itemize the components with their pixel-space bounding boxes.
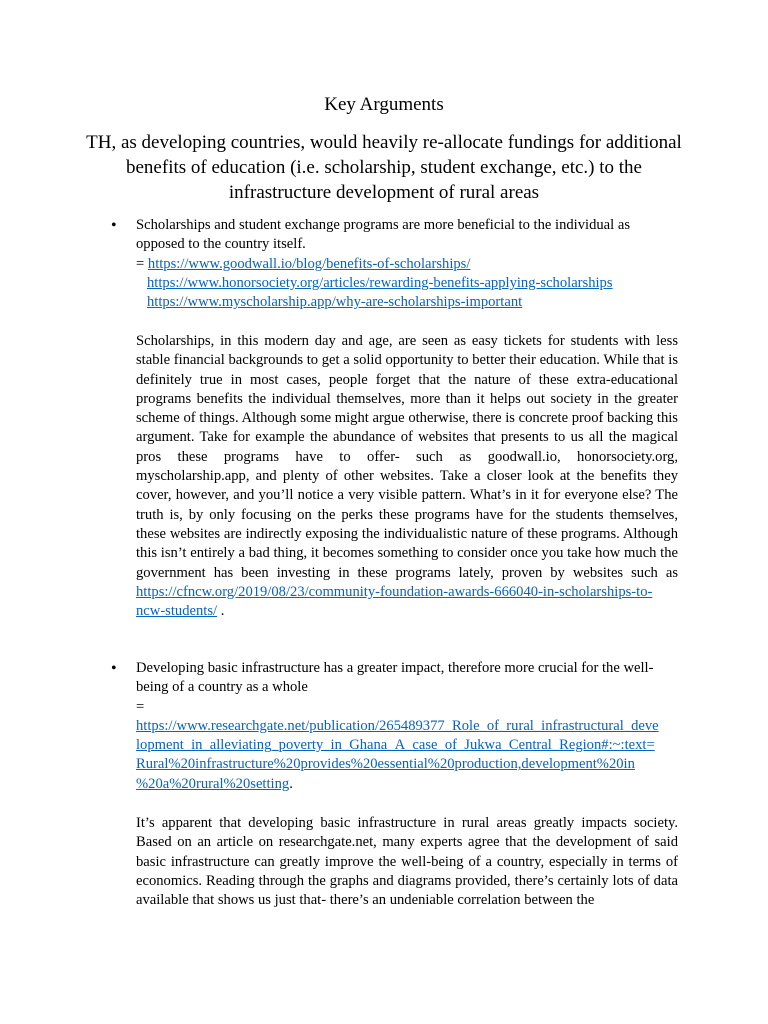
source-link-goodwall[interactable]: https://www.goodwall.io/blog/benefits-of-scholarships/ [147,255,471,272]
argument-1-claim-line-2: opposed to the country itself. [136,236,306,253]
source-link-honorsociety[interactable]: https://www.honorsociety.org/articles/rewarding-benefits-applying-scholarships [147,274,613,291]
argument-2-paragraph: It’s apparent that developing basic infrastructure in rural areas greatly impacts society. Based on an article on researchgate.net, many experts agree that the development of said basic infrastructure can greatly improve the well-being of a country, especially in terms of economics. Reading through the graphs and diagrams provided, there’s certainly lots of data available that shows us just that- there’s an undeniable correlation between the [136,815,678,909]
argument-1-paragraph-end: . [217,603,225,620]
source-link-researchgate-line-3[interactable]: Rural%20infrastructure%20provides%20essential%20production,development%20in [136,756,635,773]
source-link-myscholarship[interactable]: https://www.myscholarship.app/why-are-scholarships-important [147,294,523,311]
page-title: Key Arguments [324,94,444,115]
bullet-1-marker: • [111,217,117,234]
source-link-researchgate-line-4[interactable]: %20a%20rural%20setting [136,775,290,792]
link-period: . [289,775,293,792]
argument-1 [136,216,678,312]
source-link-researchgate-line-2[interactable]: lopment_in_alleviating_poverty_in_Ghana_A_case_of_Jukwa_Central_Region#:~:text= [136,737,655,754]
source-link-researchgate-line-1[interactable]: https://www.researchgate.net/publication/265489377_Role_of_rural_infrastructural_deve [136,717,659,734]
argument-1-paragraph [136,332,678,621]
equals-sign: = [136,698,145,715]
equals-sign: = [136,255,148,272]
argument-1-paragraph-text: Scholarships, in this modern day and age, are seen as easy tickets for students with less stable financial backgrounds to get a solid opportunity to better their education. While that is definitely true in most cases, people forget that the nature of these extra-educational programs benefits the individual themselves, more than it helps out society in the greater scheme of things. Although some might argue otherwise, there is concrete proof backing this argument. Take for example the abundance of websites that presents to us all the magical pros these programs have to offer- such as goodwall.io, honorsociety.org, myscholarship.app, and plenty of other websites. Take a closer look at the benefits they cover, however, and you’ll notice a very visible pattern. What’s in it for everyone else? The truth is, by only focusing on the perks these programs have for the students themselves, these websites are indirectly exposing the individualistic nature of these programs. Although this isn’t entirely a bad thing, it becomes something to consider once you take how much the government has been investing in these programs lately, proven by websites such as [136,333,678,581]
argument-1-sources [136,255,678,274]
argument-2-claim-line-1: Developing basic infrastructure has a greater impact, therefore more crucial for the well- [136,660,654,676]
argument-2-claim-line-2: being of a country as a whole [136,679,308,696]
bullet-2-marker: • [111,660,117,677]
source-link-cfncw[interactable]: https://cfncw.org/2019/08/23/community-foundation-awards-666040-in-scholarships-to-ncw-students/ [136,583,653,620]
motion-statement: TH, as developing countries, would heavily re-allocate fundings for additional benefits of education (i.e. scholarship, student exchange, etc.) to the infrastructure development of rural areas [86,132,682,203]
argument-1-claim-line-1: Scholarships and student exchange programs are more beneficial to the individual as [136,217,631,233]
argument-2 [136,659,678,794]
